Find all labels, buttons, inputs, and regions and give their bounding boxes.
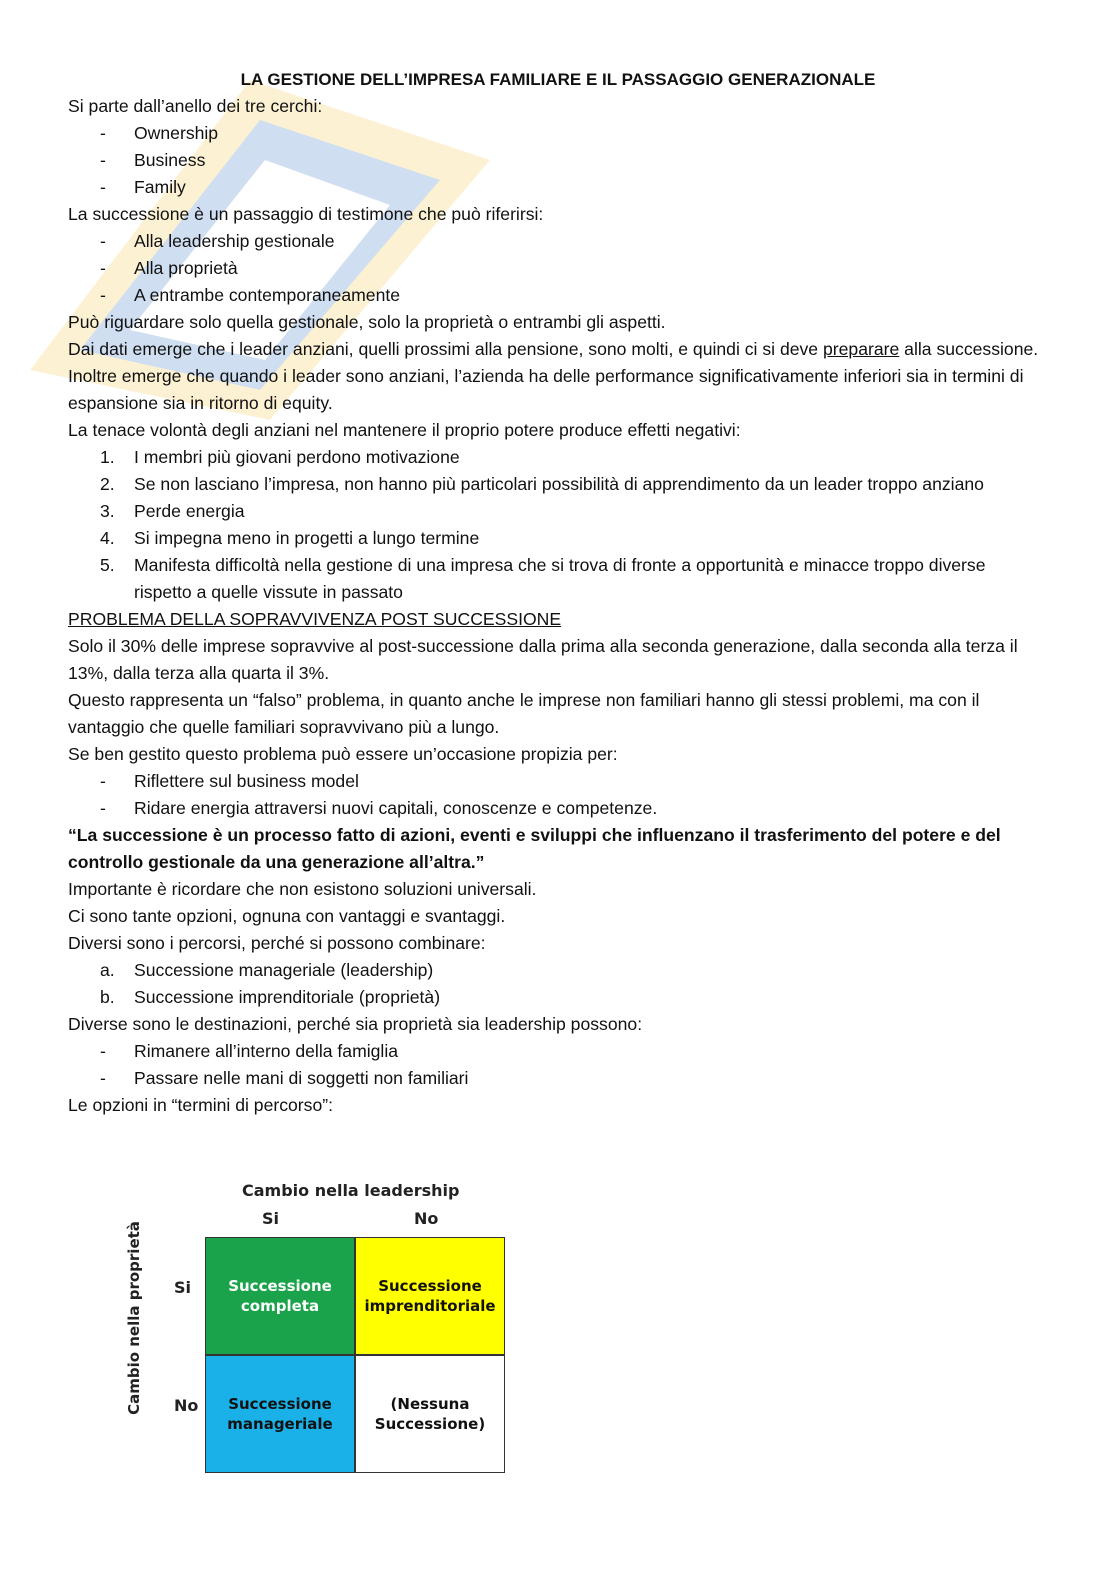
matrix-column-axis-title: Cambio nella leadership [242, 1181, 460, 1200]
cell-successione-manageriale: Successione manageriale [205, 1355, 355, 1473]
matrix-row-no: No [174, 1396, 199, 1415]
list-item: - Riflettere sul business model [68, 768, 1048, 795]
list-item: 1. I membri più giovani perdono motivazione [100, 447, 460, 467]
succession-targets-list [68, 228, 1048, 309]
path-options-paragraph: Le opzioni in “termini di percorso”: [68, 1095, 333, 1115]
list-item: b. Successione imprenditoriale (proprietà) [100, 987, 441, 1007]
list-item: - Ownership [68, 120, 1048, 147]
cell-nessuna-successione: (Nessuna Successione) [355, 1355, 505, 1473]
document-body [68, 66, 1048, 1119]
effects-list [68, 444, 1048, 606]
list-item: - Family [68, 174, 1048, 201]
data-paragraph: Dai dati emerge che i leader anziani, quelli prossimi alla pensione, sono molti, e quindi ci si deve preparare alla successione. Inoltre emerge che quando i leader sono anziani, l’azienda ha delle performance significativamente inferiori sia in termini di espansione sia in ritorno di equity. [68, 339, 1039, 413]
bullet-marker: - [100, 123, 106, 143]
destinations-paragraph: Diverse sono le destinazioni, perché sia proprietà sia leadership possono: [68, 1014, 643, 1034]
bullet-marker: - [100, 285, 106, 305]
list-item: - Rimanere all’interno della famiglia [68, 1038, 1048, 1065]
list-item: - Ridare energia attraversi nuovi capitali, conoscenze e competenze. [68, 795, 1048, 822]
scope-paragraph: Può riguardare solo quella gestionale, solo la proprietà o entrambi gli aspetti. [68, 312, 666, 332]
cell-successione-imprenditoriale: Successione imprenditoriale [355, 1237, 505, 1355]
matrix-row-si: Si [174, 1278, 192, 1297]
list-item: 2. Se non lasciano l’impresa, non hanno più particolari possibilità di apprendimento da un leader troppo anziano [100, 474, 984, 494]
circles-list [68, 120, 1048, 201]
opportunities-list [68, 768, 1048, 822]
bullet-marker: - [100, 771, 106, 791]
list-item: - Business [68, 147, 1048, 174]
matrix-row-axis-title: Cambio nella proprietà [125, 1221, 143, 1415]
matrix-col-no: No [414, 1209, 439, 1228]
opportunity-paragraph: Se ben gestito questo problema può essere un’occasione propizia per: [68, 744, 618, 764]
universal-paragraph: Importante è ricordare che non esistono soluzioni universali. [68, 879, 537, 899]
list-item: - Passare nelle mani di soggetti non familiari [68, 1065, 1048, 1092]
list-item: - Alla leadership gestionale [68, 228, 1048, 255]
document-title: LA GESTIONE DELL’IMPRESA FAMILIARE E IL PASSAGGIO GENERAZIONALE [240, 70, 876, 89]
matrix-col-si: Si [262, 1209, 280, 1228]
list-item: 5. Manifesta difficoltà nella gestione di una impresa che si trova di fronte a opportunità e minacce troppo diverse rispetto a quelle vissute in passato [100, 555, 986, 602]
options-paragraph: Ci sono tante opzioni, ognuna con vantaggi e svantaggi. [68, 906, 506, 926]
list-item: - Alla proprietà [68, 255, 1048, 282]
destinations-list [68, 1038, 1048, 1092]
section-heading-survival: PROBLEMA DELLA SOPRAVVIVENZA POST SUCCESSIONE [68, 609, 562, 629]
list-item: 3. Perde energia [100, 501, 245, 521]
bullet-marker: - [100, 231, 106, 251]
survival-paragraph: Solo il 30% delle imprese sopravvive al post-successione dalla prima alla seconda generazione, dalla seconda alla terza il 13%, dalla terza alla quarta il 3%. [68, 636, 1018, 683]
bullet-marker: - [100, 258, 106, 278]
false-problem-paragraph: Questo rappresenta un “falso” problema, in quanto anche le imprese non familiari hanno gli stessi problemi, ma con il vantaggio che quelle familiari sopravvivano più a lungo. [68, 690, 980, 737]
definition-quote: “La successione è un processo fatto di azioni, eventi e sviluppi che influenzano il trasferimento del potere e del controllo gestionale da una generazione all’altra.” [68, 825, 1001, 872]
bullet-marker: - [100, 1041, 106, 1061]
paths-paragraph: Diversi sono i percorsi, perché si possono combinare: [68, 933, 486, 953]
paths-list [68, 957, 1048, 1011]
list-item: 4. Si impegna meno in progetti a lungo termine [100, 528, 480, 548]
bullet-marker: - [100, 150, 106, 170]
list-item: a. Successione manageriale (leadership) [100, 960, 434, 980]
list-item: - A entrambe contemporaneamente [68, 282, 1048, 309]
underlined-word: preparare [823, 339, 900, 359]
succession-intro: La successione è un passaggio di testimone che può riferirsi: [68, 204, 544, 224]
succession-matrix [108, 1175, 528, 1475]
tenacity-paragraph: La tenace volontà degli anziani nel mantenere il proprio potere produce effetti negativi: [68, 420, 741, 440]
cell-successione-completa: Successione completa [205, 1237, 355, 1355]
bullet-marker: - [100, 177, 106, 197]
intro-paragraph: Si parte dall’anello dei tre cerchi: [68, 96, 323, 116]
bullet-marker: - [100, 1068, 106, 1088]
bullet-marker: - [100, 798, 106, 818]
